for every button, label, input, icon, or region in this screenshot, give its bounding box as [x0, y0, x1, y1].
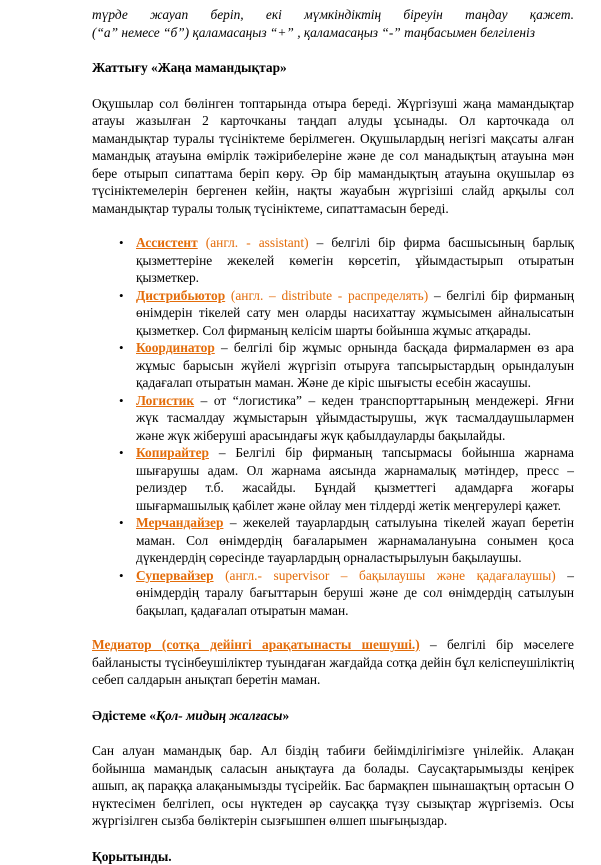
term-english: (англ. - assistant) — [198, 235, 309, 250]
term-name: Ассистент — [136, 235, 198, 250]
term-name: Координатор — [136, 340, 215, 355]
term-english: (англ.- supervisor – бақылаушы және қадағалаушы) — [214, 568, 556, 583]
term-item — [136, 392, 574, 445]
term-item — [136, 287, 574, 340]
mediator-definition: – белгілі бір мәселеге байланысты түсінбеушіліктер туындаған жағдайда сотқа дейін бұл келіспеушіліктің себеп салдарын анықтап беретін маман. — [92, 637, 574, 687]
bullet-icon: • — [119, 339, 124, 357]
term-definition: – өнімдердің таралу бағыттарын беруші және де сол өнімдердің сатылуын бақылап, қадағалап отыратын маман. — [136, 568, 574, 618]
term-mediator: Медиатор (сотқа дейінгі арақатынасты шешуші.) — [92, 637, 420, 652]
intro-line-2: (“а” немесе “б”) қаламасаңыз “+” , қаламасаңыз “-” таңбасымен белгіленіз — [92, 24, 574, 42]
bullet-icon: • — [119, 514, 124, 532]
method-title-italic: Қол- мидың жалғасы — [156, 708, 282, 723]
term-definition: – белгілі бір жұмыс орнында басқада фирмалармен өз ара жұмыс барысын жүйелі жүргізіп отыруға тапсырыстардың орындалуын қадағалап отыратын маман. Және де кіріс шығысты есебін жасаушы. — [136, 340, 574, 390]
term-item — [136, 339, 574, 392]
bullet-icon: • — [119, 234, 124, 252]
term-definition: – жекелей тауарлардың сатылуына тікелей жауап беретін маман. Сол өнімдердің бағаларымен жарнамалануына сонымен қоса дүкендердің сөресінде тауарлардың орналастырылуын бақылаушы. — [136, 515, 574, 565]
method-title-suffix: » — [282, 708, 289, 723]
term-name: Дистрибьютор — [136, 288, 225, 303]
terms-list — [92, 234, 574, 619]
term-definition: – белгілі бір фирманың өнімдерін тікелей сату мен оларды насихаттау жұмысымен айналысатын қызметкер. Сол фирманың келісім шарты бойынша жұмыс атқарады. — [136, 288, 574, 338]
conclusion-title: Қорытынды. — [92, 848, 574, 865]
bullet-icon: • — [119, 567, 124, 585]
document-page — [92, 6, 574, 865]
exercise-body: Оқушылар сол бөлінген топтарында отыра береді. Жүргізуші жаңа мамандықтар атауы жазылған 2 карточканы таңдап алуды ұсынады. Ол карточкада ол мамандықтар туралы түсініктеме берілмеген. Оқушылардың негізгі мақсаты алған мамандық атауына өмірлік тәжірибелеріне және де сол манадықтың атауына мән бере отырып сипаттама беріп көру. Әр бір мамандықтың атауына оқушылар өз түсініктемелерін бергенен кейін, нақты жауабын жүргізіші слайд арқылы сол мамандықтар туралы толық түсініктеме, сипаттамасын береді. — [92, 95, 574, 218]
term-english: (англ. – distribute - распределять) — [225, 288, 428, 303]
method-title — [92, 707, 574, 725]
method-title-prefix: Әдістеме « — [92, 708, 156, 723]
term-name: Логистик — [136, 393, 194, 408]
exercise-title: Жаттығу «Жаңа мамандықтар» — [92, 59, 574, 77]
term-item — [136, 234, 574, 287]
bullet-icon: • — [119, 392, 124, 410]
term-item — [136, 567, 574, 620]
method-body: Сан алуан мамандық бар. Ал біздің табиғи бейімділігімізге үнілейік. Алақан бойынша мамандық саласын анықтауға да болады. Саусақтарымызды кеңірек ашып, ақ параққа алақанымызды түсірейік. Бас бармақпен шынашақтың ортасын О нүктесімен белгілеп, осы нүктеден әр саусаққа түзу сызықтар жүргіземіз. Осы жүргізілген сызба бөліктерін сызғышпен өлшеп шығыңыздар. — [92, 742, 574, 830]
bullet-icon: • — [119, 287, 124, 305]
term-name: Супервайзер — [136, 568, 214, 583]
term-item — [136, 444, 574, 514]
intro-line-1: түрде жауап беріп, екі мүмкіндіктің біреуін таңдау қажет. — [92, 6, 574, 24]
bullet-icon: • — [119, 444, 124, 462]
term-name: Копирайтер — [136, 445, 209, 460]
mediator-paragraph — [92, 636, 574, 689]
term-definition: – белгілі бір фирма басшысының барлық қызметтеріне жекелей көмегін көрсетіп, ұйымдастырып отыратын қызметкер. — [136, 235, 574, 285]
term-definition: – Белгілі бір фирманың тапсырмасы бойынша жарнама шығарушы адам. Ол жарнама аясында жарнамалық мәтіндер, пресс – релиздер т.б. жасайды. Бұндай қызметтегі адамдарға жоғары шығармашылық қабілет және ойлау мен тілдерді жетік меңгерулері қажет. — [136, 445, 574, 513]
term-name: Мерчандайзер — [136, 515, 223, 530]
term-item — [136, 514, 574, 567]
term-definition: – от “логистика” – кеден транспорттарының мендежері. Яғни жүк тасмалдау жұмыстарын ұйымдастырушы, жүк тасмалдаушылармен және жүк жіберуші арасындағы жүк қабылдауларды бақылайды. — [136, 393, 574, 443]
